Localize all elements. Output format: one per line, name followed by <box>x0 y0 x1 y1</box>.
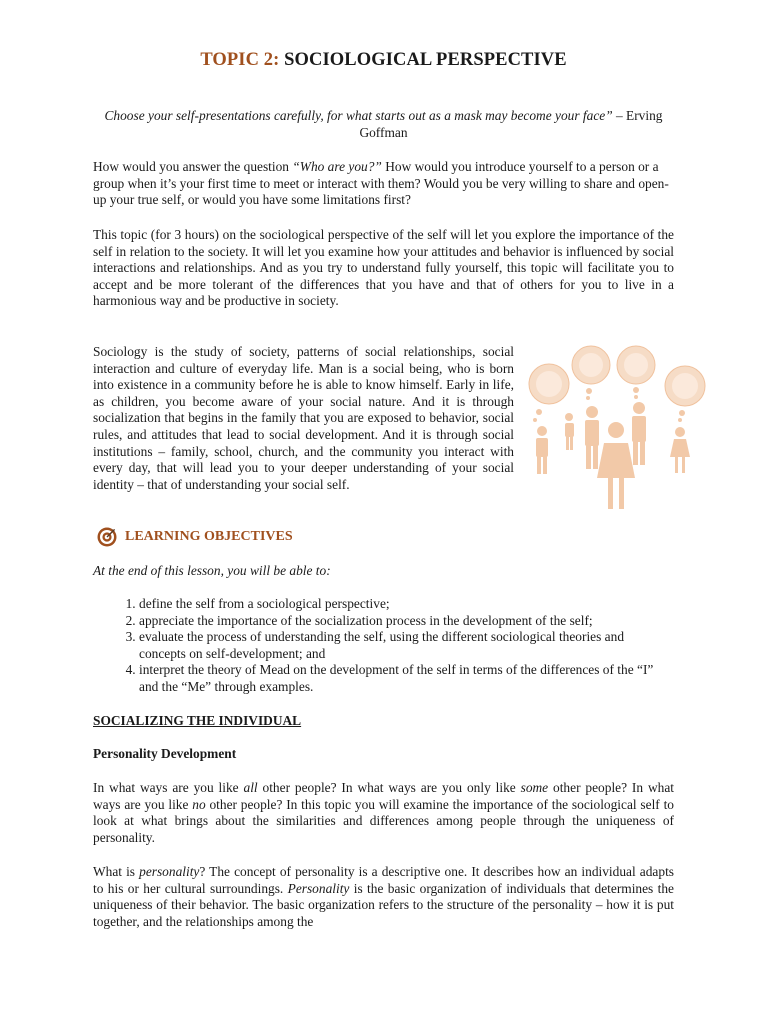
topic-number: TOPIC 2: <box>200 50 280 70</box>
p5-text-1: What is <box>93 864 140 879</box>
objective-item: 1. define the self from a sociological perspective; <box>139 596 674 613</box>
learning-objectives-label: LEARNING OBJECTIVES <box>125 528 293 544</box>
objectives-list <box>93 596 674 696</box>
p5-emph-personality: personality <box>139 864 200 879</box>
intro-paragraph-3: Sociology is the study of society, patterns of social relationships, social interaction and culture of everyday life. Man is a social being, who is born into existence in a community before he is able to know himself. Early in life, as children, you become aware of your social nature. And it is through socialization that begins in the family that you are exposed to behavior, social rules, and attitudes that lead to social development. And it is through social institutions – family, school, church, and the community you interact with every day, that will lead you to your deeper understanding of your social identity – that of understanding your social self. <box>93 344 514 492</box>
topic-title: SOCIOLOGICAL PERSPECTIVE <box>284 50 567 70</box>
intro-paragraph-1 <box>93 159 674 209</box>
p5-emph-personality-2: Personality <box>287 880 350 896</box>
p4-text-2: other people? In what ways are you only like <box>257 780 521 795</box>
p4-text-4: other people? In this topic you will examine the importance of the sociological self to look at what brings about the similarities and differences among people through the uniqueness of personality. <box>93 796 674 845</box>
quote-author: – Erving Goffman <box>359 108 663 140</box>
objective-item: 4. interpret the theory of Mead on the development of the self in terms of the differences of the “I” and the “Me” through examples. <box>139 662 674 695</box>
learning-objectives-heading <box>97 526 293 548</box>
p4-emph-no: no <box>192 796 206 812</box>
section-heading: SOCIALIZING THE INDIVIDUAL <box>93 713 302 728</box>
objective-item: 3. evaluate the process of understanding the self, using the different sociological theories and concepts on self-development; and <box>139 629 674 662</box>
intro-paragraph-2: This topic (for 3 hours) on the sociological perspective of the self will let you explore the importance of the self in relation to the society. It will let you examine how your attitudes and behavior is influenced by social interactions and relationships. And as you try to understand fully yourself, this topic will facilitate you to accept and be more tolerant of the differences that you have and that of others for you to live in a harmonious way and be productive in society. <box>93 227 674 309</box>
epigraph-quote <box>93 108 674 141</box>
p5-text-3: is the basic organization of individuals that determines the uniqueness of their behavior. The basic organization refers to the structure of the personality – how it is put together, and the relationships among the <box>93 880 674 929</box>
objectives-intro: At the end of this lesson, you will be able to: <box>93 563 331 578</box>
people-thought-bubbles-illustration <box>525 340 709 518</box>
p4-emph-some: some <box>520 780 549 795</box>
illustration-svg <box>525 340 709 518</box>
target-icon <box>97 527 117 547</box>
p4-emph-all: all <box>243 780 258 795</box>
quote-text: Choose your self-presentations carefully, for what starts out as a mask may become your face” <box>104 108 613 123</box>
objective-item: 2. appreciate the importance of the socialization process in the development of the self; <box>139 613 674 630</box>
p1-text-a: How would you answer the question <box>93 159 293 174</box>
p5-text-2: ? The concept of personality is a descriptive one. It describes how an individual adapts to his or her cultural surroundings. <box>93 864 675 896</box>
page-title <box>93 52 674 69</box>
p1-question: “Who are you?” <box>292 159 382 174</box>
subsection-heading: Personality Development <box>93 746 237 761</box>
p4-text-1: In what ways are you like <box>93 780 244 795</box>
personality-paragraph-2 <box>93 864 674 930</box>
p1-text-b: How would you introduce yourself to a person or a group when it’s your first time to meet or interact with them? Would you be very willing to share and open-up your true self, or would you have some limitations first? <box>93 159 669 208</box>
personality-paragraph-1 <box>93 780 674 846</box>
p4-text-3: other people? In what ways are you like <box>93 780 674 812</box>
